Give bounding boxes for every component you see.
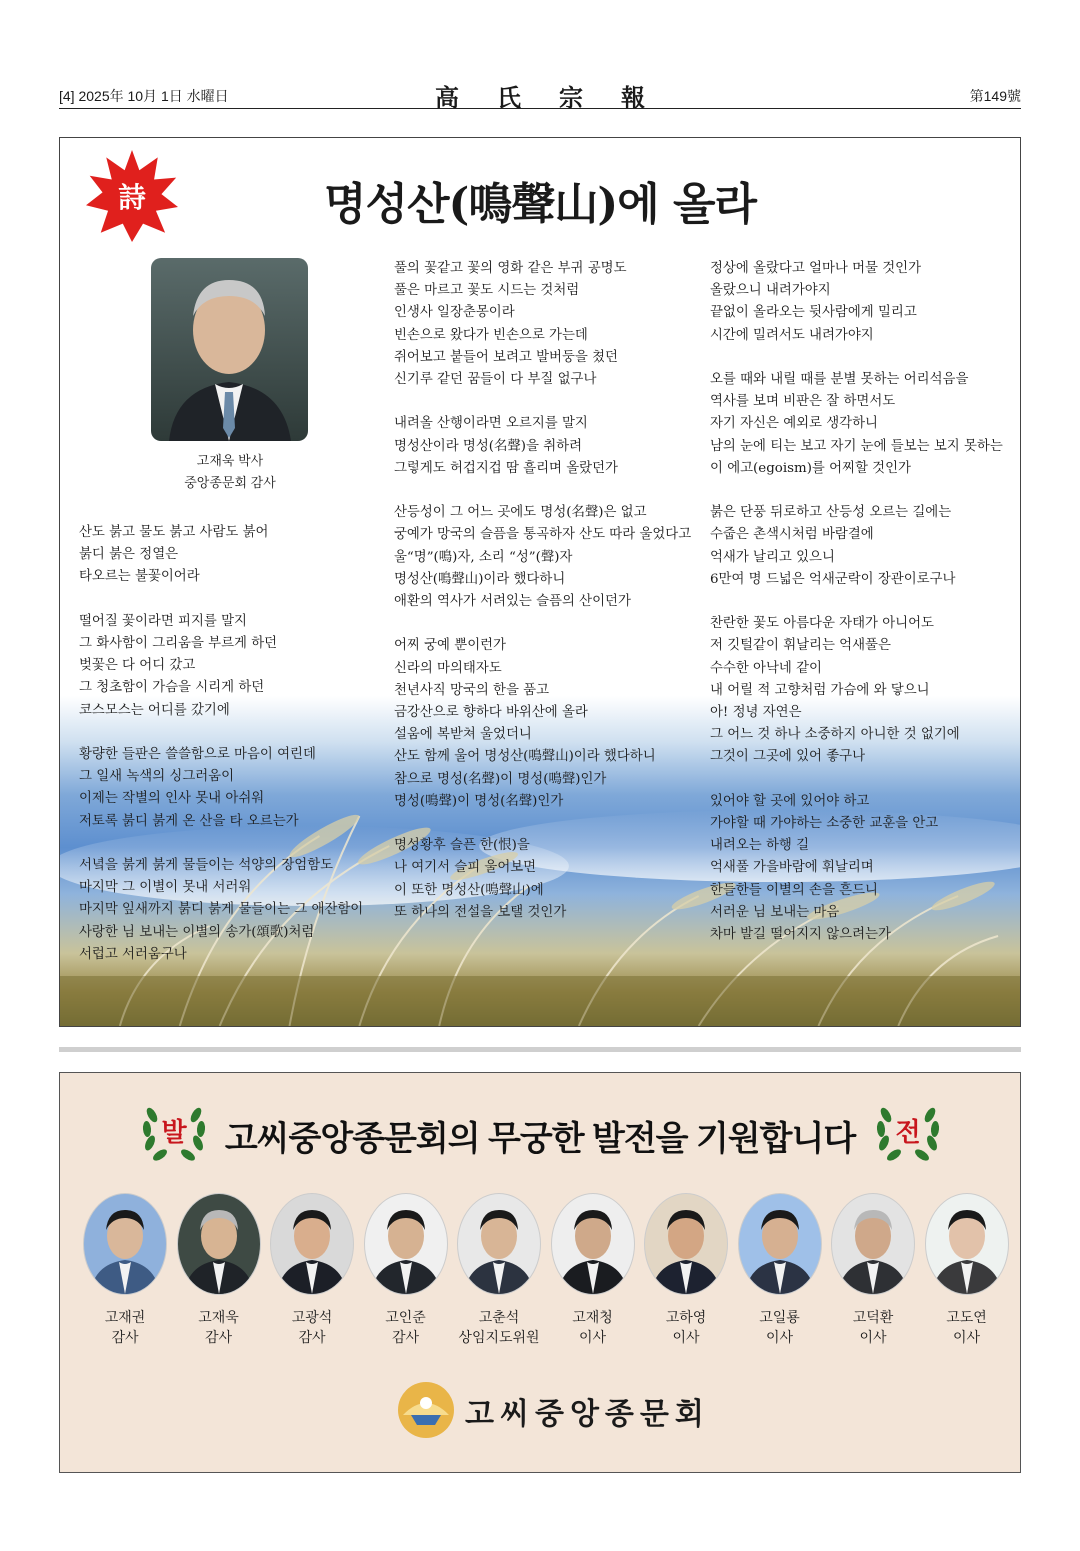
- poem-line: 참으로 명성(名聲)이 명성(鳴聲)인가: [394, 771, 607, 787]
- poem-line: 그것이 그곳에 있어 좋구나: [710, 749, 866, 765]
- poem-line: 그 화사함이 그리움을 부르게 하던: [79, 636, 278, 651]
- member-card: [920, 1193, 1014, 1347]
- poem-line: 울“명”(鳴)자, 소리 “성”(聲)자: [394, 549, 573, 565]
- poem-line: 서럽고 서러움구나: [79, 946, 187, 962]
- congratulatory-ad: [59, 1072, 1021, 1473]
- poem-line: 풀의 꽃같고 꽃의 영화 같은 부귀 공명도: [394, 261, 627, 276]
- author-photo: [151, 258, 308, 441]
- organization-signature: [60, 1381, 1020, 1441]
- member-portraits: [78, 1193, 1008, 1353]
- poem-column-3: [710, 258, 1003, 968]
- member-name: 고광석: [291, 1309, 333, 1325]
- poem-line: 마지막 그 이별이 못내 서러워: [79, 880, 252, 896]
- poem-line: 명성(鳴聲)이 명성(名聲)인가: [394, 793, 564, 809]
- poem-line: 산도 붉고 물도 붉고 사람도 붉어: [79, 525, 269, 540]
- poem-badge-label: 詩: [118, 181, 146, 215]
- poem-line: 내 어릴 적 고향처럼 가슴에 와 닿으니: [710, 682, 930, 698]
- member-name: 고인준: [385, 1309, 426, 1325]
- laurel-wreath-icon-right: [872, 1095, 944, 1167]
- organization-logo-icon: [397, 1381, 455, 1439]
- member-role: 감사: [298, 1329, 326, 1345]
- member-photo: [551, 1193, 635, 1295]
- member-role: 이사: [578, 1329, 607, 1345]
- member-photo: [457, 1193, 541, 1295]
- poem-line: 그렇게도 허겁지겁 땀 흘리며 올랐던가: [394, 460, 618, 476]
- member-role: 이사: [952, 1329, 981, 1345]
- poem-line: 또 하나의 전설을 보탤 것인가: [394, 904, 567, 920]
- poem-line: 이 또한 명성산(鳴聲山)에: [394, 882, 544, 898]
- poem-line: 내려올 산행이라면 오르지를 말지: [394, 416, 588, 432]
- poem-line: 풀은 마르고 꽃도 시드는 것처럼: [394, 283, 580, 299]
- member-card: [826, 1193, 920, 1347]
- masthead: [59, 83, 1021, 112]
- poem-line: 차마 발길 떨어지지 않으려는가: [710, 927, 891, 943]
- member-role: 이사: [765, 1329, 794, 1345]
- poem-line: 명성산(鳴聲山)이라 했다하니: [394, 571, 566, 587]
- member-name: 고재청: [572, 1309, 613, 1325]
- poem-line: 인생사 일장춘몽이라: [394, 305, 515, 321]
- poem-line: 나 여기서 슬피 울어보면: [394, 860, 537, 876]
- poem-stanza: [79, 522, 363, 589]
- issue-info: [4] 2025年 10月 1日 水曜日: [59, 88, 229, 104]
- poem-line: 붉은 단풍 뒤로하고 산등성 오르는 길에는: [710, 505, 952, 521]
- poem-line: 억새풀 가을바람에 휘날리며: [710, 860, 874, 876]
- poem-line: 가야할 때 가야하는 소중한 교훈을 안고: [710, 816, 939, 832]
- member-role: 감사: [204, 1329, 233, 1345]
- poem-stanza: [394, 502, 691, 613]
- poem-line: 아! 정녕 자연은: [710, 705, 802, 721]
- poem-line: 신기루 같던 꿈들이 다 부질 없구나: [394, 372, 597, 388]
- poem-line: 명성산이라 명성(名聲)을 취하려: [394, 438, 583, 454]
- poem-line: 타오르는 불꽃이어라: [79, 569, 200, 585]
- poem-line: 있어야 할 곳에 있어야 하고: [710, 793, 870, 809]
- poem-stanza: [79, 744, 363, 833]
- member-card: [265, 1193, 359, 1347]
- poem-line: 오를 때와 내릴 때를 분별 못하는 어리석음을: [710, 372, 969, 387]
- poem-line: 궁예가 망국의 슬픔을 통곡하자 산도 따라 울었다고: [394, 527, 692, 543]
- poem-stanza: [394, 413, 691, 480]
- member-card: [546, 1193, 640, 1347]
- ad-headline: 고씨중앙종문회의 무궁한 발전을 기원합니다: [224, 1120, 856, 1158]
- poem-line: 붉디 붉은 정열은: [79, 547, 179, 563]
- masthead-rule: [59, 108, 1021, 109]
- poem-line: 어찌 궁예 뿐이런가: [394, 638, 506, 654]
- poem-line: 서러운 님 보내는 마음: [710, 904, 840, 920]
- poem-stanza: [710, 258, 1003, 347]
- poem-line: 이 에고(egoism)를 어찌할 것인가: [710, 460, 911, 476]
- poem-line: 역사를 보며 비판은 잘 하면서도: [710, 394, 896, 410]
- poem-line: 끝없이 올라오는 뒷사람에게 밀리고: [710, 305, 917, 321]
- section-divider: [59, 1047, 1021, 1052]
- organization-name: 고씨중앙종문회: [465, 1397, 710, 1432]
- author-name: 고재욱 박사: [196, 453, 264, 468]
- poem-line: 떨어질 꽃이라면 피지를 말지: [79, 613, 247, 629]
- member-card: [639, 1193, 733, 1347]
- poem-line: 그 청초함이 가슴을 시리게 하던: [79, 680, 265, 696]
- member-name: 고덕환: [852, 1309, 894, 1325]
- poem-line: 그 어느 것 하나 소중하지 아니한 것 없기에: [710, 727, 960, 743]
- member-name: 고하영: [665, 1309, 707, 1325]
- member-role: 감사: [391, 1329, 420, 1345]
- member-photo: [83, 1193, 167, 1295]
- poem-stanza: [394, 635, 691, 813]
- wreath-right-label: 전: [895, 1118, 921, 1148]
- poem-line: 사랑한 님 보내는 이별의 송가(頌歌)처럼: [79, 924, 315, 940]
- poem-column-1: [79, 522, 363, 988]
- poem-line: 애환의 역사가 서려있는 슬픔의 산이던가: [394, 594, 631, 610]
- poem-line: 서녘을 붉게 붉게 물들이는 석양의 장엄함도: [79, 858, 334, 873]
- poem-stanza: [394, 835, 691, 924]
- member-card: [452, 1193, 546, 1347]
- member-photo: [177, 1193, 261, 1295]
- poem-line: 억새가 날리고 있으니: [710, 549, 835, 565]
- poem-line: 이제는 작별의 인사 못내 아쉬워: [79, 791, 265, 807]
- poem-line: 황량한 들판은 쓸쓸함으로 마음이 여린데: [79, 747, 316, 762]
- poem-line: 그 일새 녹색의 싱그러움이: [79, 769, 235, 785]
- poem-line: 수수한 아낙네 같이: [710, 660, 822, 676]
- member-card: [359, 1193, 453, 1347]
- member-card: [78, 1193, 172, 1347]
- poem-stanza: [79, 611, 363, 722]
- member-photo: [364, 1193, 448, 1295]
- poem-line: 남의 눈에 티는 보고 자기 눈에 들보는 보지 못하는: [710, 438, 1003, 454]
- poem-line: 정상에 올랐다고 얼마나 머물 것인가: [710, 261, 922, 276]
- poem-line: 6만여 명 드넓은 억새군락이 장관이로구나: [710, 571, 956, 587]
- poem-line: 쥐어보고 붙들어 보려고 발버둥을 쳤던: [394, 349, 618, 365]
- poem-line: 천년사직 망국의 한을 품고: [394, 682, 550, 698]
- member-name: 고재욱: [198, 1309, 239, 1325]
- poem-section: [59, 137, 1021, 1027]
- poem-line: 명성황후 슬픈 한(恨)을: [394, 838, 530, 854]
- poem-stanza: [710, 791, 1003, 946]
- member-role: 감사: [111, 1329, 139, 1345]
- member-photo: [644, 1193, 728, 1295]
- poem-line: 저 깃털같이 휘날리는 억새풀은: [710, 638, 891, 654]
- poem-line: 설움에 복받쳐 울었더니: [394, 727, 532, 743]
- poem-stanza: [710, 613, 1003, 768]
- poem-line: 저토록 붉디 붉게 온 산을 타 오르는가: [79, 813, 299, 829]
- member-role: 이사: [672, 1329, 700, 1345]
- member-card: [172, 1193, 266, 1347]
- poem-line: 내려오는 하행 길: [710, 838, 810, 854]
- member-photo: [831, 1193, 915, 1295]
- member-photo: [925, 1193, 1009, 1295]
- poem-line: 빈손으로 왔다가 빈손으로 가는데: [394, 327, 588, 343]
- poem-stanza: [79, 855, 363, 966]
- poem-stanza: [710, 502, 1003, 591]
- member-name: 고일룡: [759, 1309, 800, 1325]
- poem-line: 금강산으로 향하다 바위산에 올라: [394, 705, 588, 721]
- paper-name: 高氏宗報: [435, 83, 683, 112]
- author-role: 중앙종문회 감사: [184, 475, 276, 490]
- member-name: 고도연: [946, 1309, 987, 1325]
- member-name: 고춘석: [478, 1309, 520, 1325]
- poem-line: 산등성이 그 어느 곳에도 명성(名聲)은 없고: [394, 505, 647, 521]
- poem-line: 수줍은 촌색시처럼 바람결에: [710, 527, 874, 543]
- poem-line: 한들한들 이별의 손을 흔드니: [710, 882, 878, 898]
- poem-line: 산도 함께 울어 명성산(鳴聲山)이라 했다하니: [394, 749, 656, 765]
- member-card: [733, 1193, 827, 1347]
- member-photo: [270, 1193, 354, 1295]
- member-photo: [738, 1193, 822, 1295]
- member-role: 이사: [859, 1329, 887, 1345]
- poem-line: 신라의 마의태자도: [394, 660, 502, 676]
- poem-line: 시간에 밀려서도 내려가야지: [710, 327, 874, 343]
- wreath-left-label: 발: [161, 1118, 187, 1148]
- poem-line: 찬란한 꽃도 아름다운 자태가 아니어도: [710, 616, 934, 632]
- member-role: 상임지도위원: [458, 1329, 540, 1345]
- poem-line: 올랐으니 내려가야지: [710, 283, 831, 299]
- poem-line: 자기 자신은 예외로 생각하니: [710, 416, 878, 432]
- poem-title: 명성산(鳴聲山)에 올라: [324, 179, 756, 230]
- member-name: 고재권: [104, 1309, 146, 1325]
- poem-column-2: [394, 258, 691, 946]
- poem-line: 코스모스는 어디를 갔기에: [79, 702, 230, 718]
- issue-number: 第149號: [969, 88, 1021, 104]
- poem-stanza: [394, 258, 691, 391]
- poem-line: 마지막 잎새까지 붉디 붉게 물들이는 그 애잔함이: [79, 902, 364, 918]
- poem-line: 벚꽃은 다 어디 갔고: [79, 658, 196, 674]
- poem-stanza: [710, 369, 1003, 480]
